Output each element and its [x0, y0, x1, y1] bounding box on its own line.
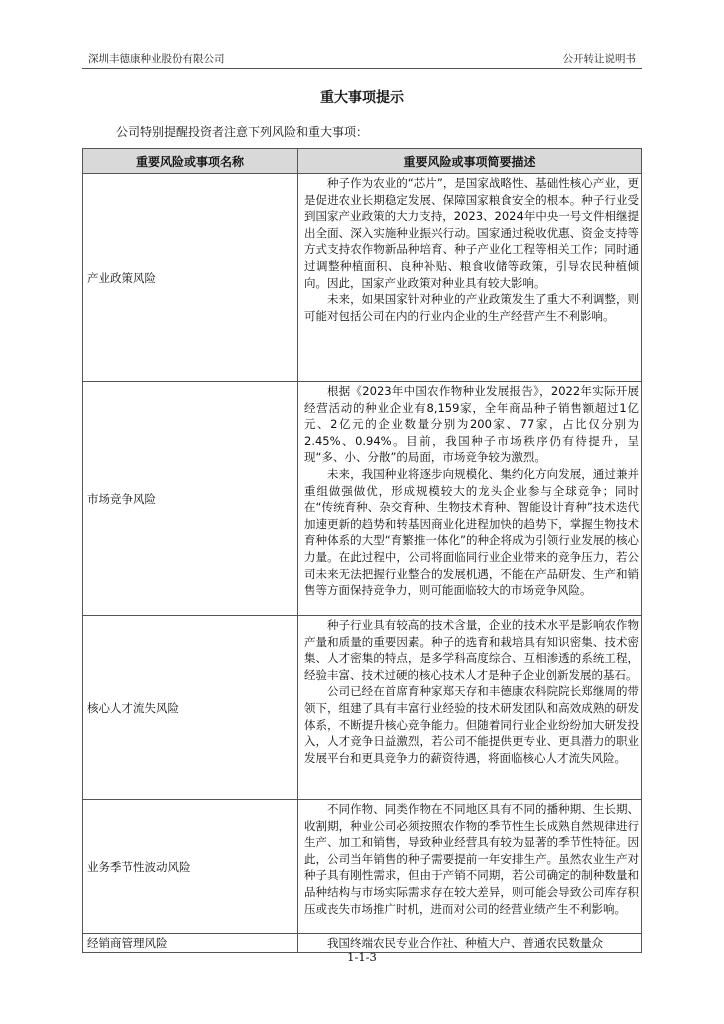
table-row — [83, 174, 642, 382]
risk-name: 业务季节性波动风险 — [83, 800, 298, 934]
description-paragraph: 不同作物、同类作物在不同地区具有不同的播种期、生长期、收割期，种业公司必须按照农作物的季节性生长成熟自然规律进行生产、加工和销售，导致种业经营具有较为显著的季节性特征。因此，公司当年销售的种子需要提前一年安排生产。虽然农业生产对种子具有刚性需求，但由于产销不同期，若公司确定的制种数量和品种结构与市场实际需求存在较大差异，则可能会导致公司库存积压或丧失市场推广时机，进而对公司的经营业绩产生不利影响。 — [304, 802, 639, 916]
description-paragraph: 未来，如果国家针对种业的产业政策发生了重大不利调整，则可能对包括公司在内的行业内企业的生产经营产生不利影响。 — [304, 292, 639, 323]
description-paragraph: 根据《2023年中国农作物种业发展报告》，2022年实际开展经营活动的种业企业有8,159家，全年商品种子销售额超过1亿元、2亿元的企业数量分别为200家、77家，占比仅分别为2.45%、0.94%。目前，我国种子市场秩序仍有待提升，呈现“多、小、分散”的局面，市场竞争较为激烈。 — [304, 384, 639, 465]
risk-name: 市场竞争风险 — [83, 382, 298, 616]
risk-description — [298, 800, 642, 934]
header-company-name: 深圳丰德康种业股份有限公司 — [88, 53, 225, 65]
risk-description — [298, 174, 642, 382]
table-header-row — [83, 149, 642, 174]
risk-table — [82, 148, 642, 953]
risk-description — [298, 382, 642, 616]
column-header-description: 重要风险或事项简要描述 — [298, 149, 642, 174]
header-document-type: 公开转让说明书 — [562, 53, 636, 65]
table-row — [83, 616, 642, 800]
description-paragraph: 我国终端农民专业合作社、种植大户、普通农民数量众 — [327, 936, 603, 950]
description-paragraph: 种子行业具有较高的技术含量，企业的技术水平是影响农作物产量和质量的重要因素。种子的选育和栽培具有知识密集、技术密集、人才密集的特点，是多学科高度综合、互相渗透的系统工程，经验丰富、技术过硬的核心技术人才是种子企业创新发展的基石。 — [304, 618, 639, 682]
description-paragraph: 未来，我国种业将逐步向规模化、集约化方向发展，通过兼并重组做强做优，形成规模较大的龙头企业参与全球竞争；同时在“传统育种、杂交育种、生物技术育种、智能设计育种”技术迭代加速更新的趋势和转基因商业化进程加快的趋势下，掌握生物技术育种体系的大型“育繁推一体化”的种企将成为引领行业发展的核心力量。在此过程中，公司将面临同行业企业带来的竞争压力，若公司未来无法把握行业整合的发展机遇，不能在产品研发、生产和销售等方面保持竞争力，则可能面临较大的市场竞争风险。 — [304, 466, 639, 598]
description-paragraph: 种子作为农业的“芯片”，是国家战略性、基础性核心产业，更是促进农业长期稳定发展、保障国家粮食安全的根本。种子行业受到国家产业政策的大力支持，2023、2024年中央一号文件相继提出全面、深入实施种业振兴行动。国家通过税收优惠、资金支持等方式支持农作物新品种培育、种子产业化工程等相关工作；同时通过调整种植面积、良种补贴、粮食收储等政策，引导农民种植倾向。因此，国家产业政策对种业具有较大影响。 — [304, 176, 639, 290]
risk-name: 核心人才流失风险 — [83, 616, 298, 800]
page-header — [82, 52, 642, 69]
risk-name: 产业政策风险 — [83, 174, 298, 382]
table-row — [83, 382, 642, 616]
description-paragraph: 公司已经在首席育种家郑天存和丰德康农科院院长郑继周的带领下，组建了具有丰富行业经验的技术研发团队和高效成熟的研发体系，不断提升核心竞争能力。但随着同行业企业纷纷加大研发投入，人才竞争日益激烈，若公司不能提供更专业、更具潜力的职业发展平台和更具竞争力的薪资待遇，将面临核心人才流失风险。 — [304, 684, 639, 765]
intro-text: 公司特别提醒投资者注意下列风险和重大事项： — [116, 125, 369, 139]
risk-description — [298, 616, 642, 800]
page-title: 重大事项提示 — [320, 90, 404, 106]
risk-name: 经销商管理风险 — [83, 934, 298, 953]
page-number: 1-1-3 — [347, 950, 377, 964]
table-row — [83, 800, 642, 934]
column-header-name: 重要风险或事项名称 — [83, 149, 298, 174]
